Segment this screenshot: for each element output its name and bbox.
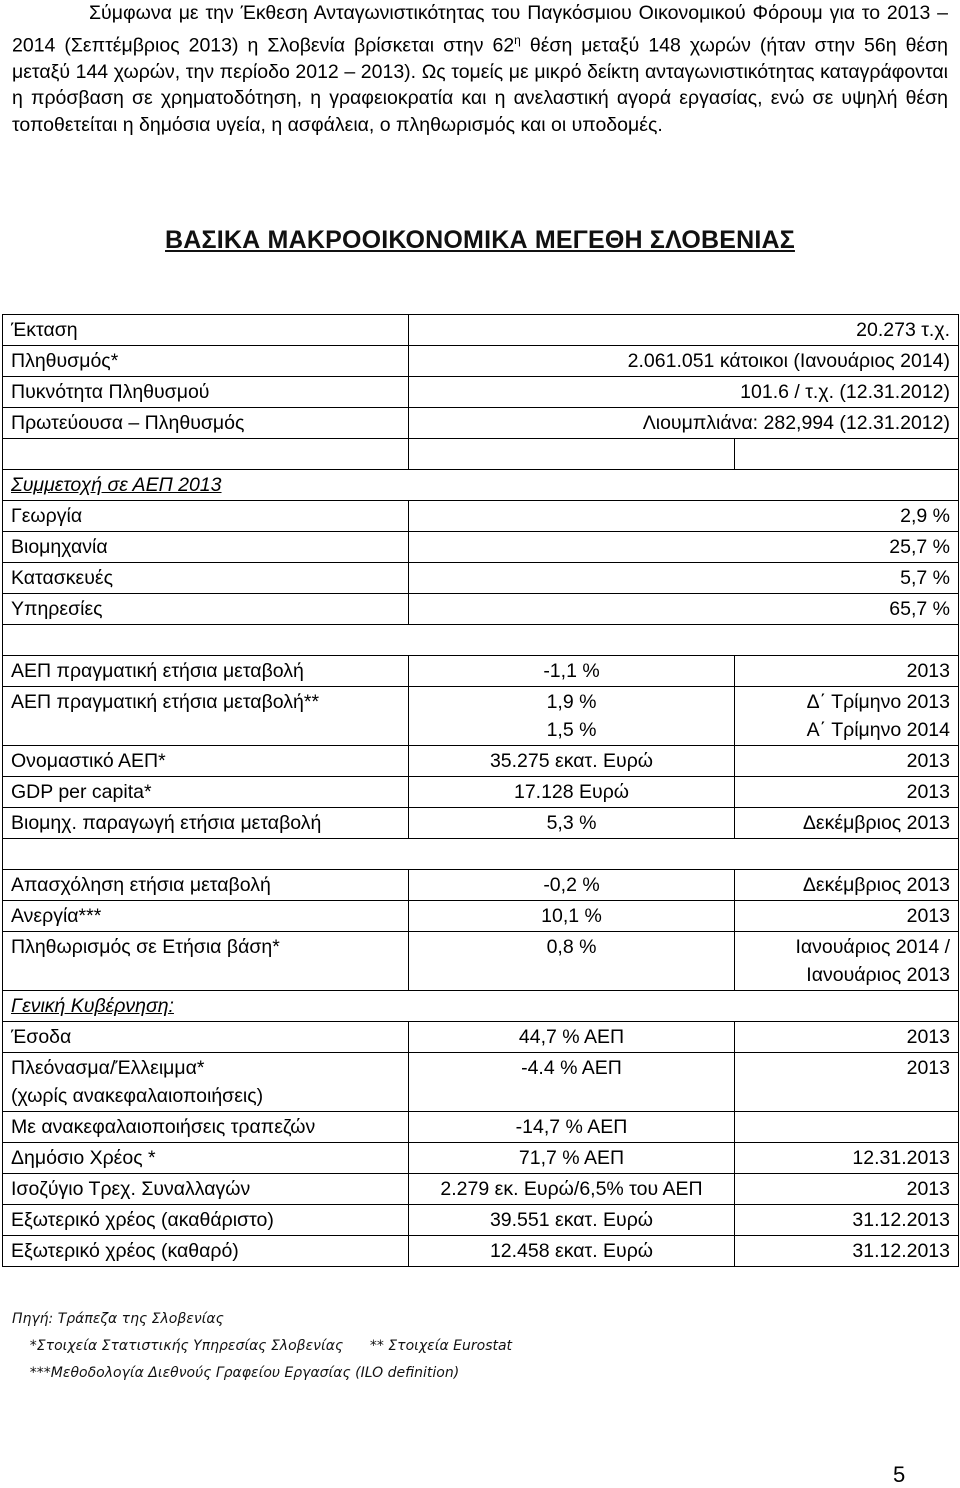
row-value: -1,1 % (409, 656, 735, 687)
period-line: Ιανουάριος 2013 (806, 964, 950, 986)
row-label: Πρωτεύουσα – Πληθυσμός (3, 408, 409, 439)
row-label: Δημόσιο Χρέος * (3, 1143, 409, 1174)
row-label: GDP per capita* (3, 777, 409, 808)
table-row (3, 932, 959, 991)
row-period (735, 1112, 959, 1143)
row-period: 2013 (735, 746, 959, 777)
table-row (3, 408, 959, 439)
page-number: 5 (893, 1462, 906, 1487)
row-value: 2.061.051 κάτοικοι (Ιανουάριος 2014) (409, 346, 959, 377)
row-label: Εξωτερικό χρέος (ακαθάριστο) (3, 1205, 409, 1236)
row-value: -0,2 % (409, 870, 735, 901)
table-row (3, 501, 959, 532)
table-row (3, 746, 959, 777)
row-value: 2,9 % (409, 501, 959, 532)
table-row (3, 901, 959, 932)
table-row (3, 1112, 959, 1143)
row-value: 5,3 % (409, 808, 735, 839)
label-note: (χωρίς ανακεφαλαιοποιήσεις) (11, 1085, 264, 1107)
table-row (3, 656, 959, 687)
intro-paragraph (12, 0, 948, 138)
row-value: -14,7 % ΑΕΠ (409, 1112, 735, 1143)
row-value: 65,7 % (409, 594, 959, 625)
row-period: 2013 (735, 1053, 959, 1112)
spacer-row (3, 625, 959, 656)
intro-text-1: Σύμφωνα με την Έκθεση Ανταγωνιστικότητας του Παγκόσμιου Οικονομικού Φόρουμ για το 2013 – 2014 (Σεπτέμβριος 2013) η Σλοβενία βρίσκεται στην 62 (12, 2, 948, 56)
table-row (3, 1205, 959, 1236)
table-row (3, 377, 959, 408)
row-label: ΑΕΠ πραγματική ετήσια μεταβολή (3, 656, 409, 687)
row-label (3, 1053, 409, 1112)
row-value: 12.458 εκατ. Ευρώ (409, 1236, 735, 1267)
row-value (409, 687, 735, 746)
table-row (3, 777, 959, 808)
row-value: 35.275 εκατ. Ευρώ (409, 746, 735, 777)
table-row (3, 1022, 959, 1053)
table-row (3, 470, 959, 501)
row-label: ΑΕΠ πραγματική ετήσια μεταβολή** (3, 687, 409, 746)
table-row (3, 563, 959, 594)
table-row (3, 315, 959, 346)
row-label: Βιομηχανία (3, 532, 409, 563)
row-value: 44,7 % ΑΕΠ (409, 1022, 735, 1053)
row-value: 5,7 % (409, 563, 959, 594)
row-period: 2013 (735, 1022, 959, 1053)
intro-superscript: η (514, 32, 521, 47)
row-value: 71,7 % ΑΕΠ (409, 1143, 735, 1174)
row-label: Έκταση (3, 315, 409, 346)
source-line: *Στοιχεία Στατιστικής Υπηρεσίας Σλοβενίας ** Στοιχεία Eurostat (12, 1338, 513, 1354)
row-value: -4.4 % ΑΕΠ (409, 1053, 735, 1112)
table-row (3, 346, 959, 377)
table-row (3, 870, 959, 901)
row-value: 39.551 εκατ. Ευρώ (409, 1205, 735, 1236)
gdp-share-title: Συμμετοχή σε ΑΕΠ 2013 (3, 470, 959, 501)
row-label: Εξωτερικό χρέος (καθαρό) (3, 1236, 409, 1267)
table-row (3, 1143, 959, 1174)
government-title: Γενική Κυβέρνηση: (3, 991, 959, 1022)
row-label: Με ανακεφαλαιοποιήσεις τραπεζών (3, 1112, 409, 1143)
row-label: Ισοζύγιο Τρεχ. Συναλλαγών (3, 1174, 409, 1205)
row-period: 31.12.2013 (735, 1205, 959, 1236)
spacer-row (3, 839, 959, 870)
period-line: Ιανουάριος 2014 / (795, 936, 950, 958)
row-period: Δεκέμβριος 2013 (735, 870, 959, 901)
value-line: 1,5 % (546, 719, 597, 741)
spacer-row (3, 439, 959, 470)
macro-table (2, 314, 959, 1267)
table-row (3, 1174, 959, 1205)
sources-note (12, 1306, 512, 1387)
row-value: 2.279 εκ. Ευρώ/6,5% του ΑΕΠ (409, 1174, 735, 1205)
row-label: Ονομαστικό ΑΕΠ* (3, 746, 409, 777)
table-row (3, 687, 959, 746)
table-row (3, 808, 959, 839)
row-label: Πυκνότητα Πληθυσμού (3, 377, 409, 408)
row-period: 31.12.2013 (735, 1236, 959, 1267)
row-label: Κατασκευές (3, 563, 409, 594)
row-value: 101.6 / τ.χ. (12.31.2012) (409, 377, 959, 408)
intro-text-2: θέση μεταξύ 148 χωρών (ήταν στην 56η θέση μεταξύ 144 χωρών, την περίοδο 2012 – 2013). Ως τομείς με μικρό δείκτη ανταγωνιστικότητας καταγράφονται η πρόσβαση σε χρηματοδότηση, η γραφειοκρατία και η ανελαστική αγορά εργασίας, ενώ σε υψηλή θέση τοποθετείται η δημόσια υγεία, η ασφάλεια, ο πληθωρισμός και οι υποδομές. (12, 34, 948, 136)
period-line: Α΄ Τρίμηνο 2014 (806, 719, 950, 741)
period-line: Δ΄ Τρίμηνο 2013 (806, 691, 950, 713)
row-value: 17.128 Ευρώ (409, 777, 735, 808)
row-value: 0,8 % (409, 932, 735, 991)
row-label: Πληθυσμός* (3, 346, 409, 377)
row-period: 2013 (735, 901, 959, 932)
label-line: Πλεόνασμα/Έλλειμμα* (11, 1057, 205, 1079)
row-value: Λιουμπλιάνα: 282,994 (12.31.2012) (409, 408, 959, 439)
row-value: 10,1 % (409, 901, 735, 932)
row-label: Γεωργία (3, 501, 409, 532)
row-label: Βιομηχ. παραγωγή ετήσια μεταβολή (3, 808, 409, 839)
row-label: Έσοδα (3, 1022, 409, 1053)
table-row (3, 991, 959, 1022)
row-period: 2013 (735, 777, 959, 808)
row-value: 25,7 % (409, 532, 959, 563)
row-period: Δεκέμβριος 2013 (735, 808, 959, 839)
row-label: Πληθωρισμός σε Ετήσια βάση* (3, 932, 409, 991)
row-period (735, 932, 959, 991)
table-row (3, 532, 959, 563)
table-row (3, 594, 959, 625)
row-period: 2013 (735, 1174, 959, 1205)
source-line: ***Μεθοδολογία Διεθνούς Γραφείου Εργασίας (ILO definition) (12, 1365, 460, 1381)
row-label: Υπηρεσίες (3, 594, 409, 625)
row-period: 12.31.2013 (735, 1143, 959, 1174)
section-heading: ΒΑΣΙΚΑ ΜΑΚΡΟΟΙΚΟΝΟΜΙΚΑ ΜΕΓΕΘΗ ΣΛΟΒΕΝΙΑΣ (165, 226, 795, 254)
row-value: 20.273 τ.χ. (409, 315, 959, 346)
table-row (3, 1236, 959, 1267)
row-label: Ανεργία*** (3, 901, 409, 932)
row-period: 2013 (735, 656, 959, 687)
table-row (3, 1053, 959, 1112)
row-label: Απασχόληση ετήσια μεταβολή (3, 870, 409, 901)
source-line: Πηγή: Τράπεζα της Σλοβενίας (12, 1311, 224, 1327)
value-line: 1,9 % (546, 691, 597, 713)
row-period (735, 687, 959, 746)
